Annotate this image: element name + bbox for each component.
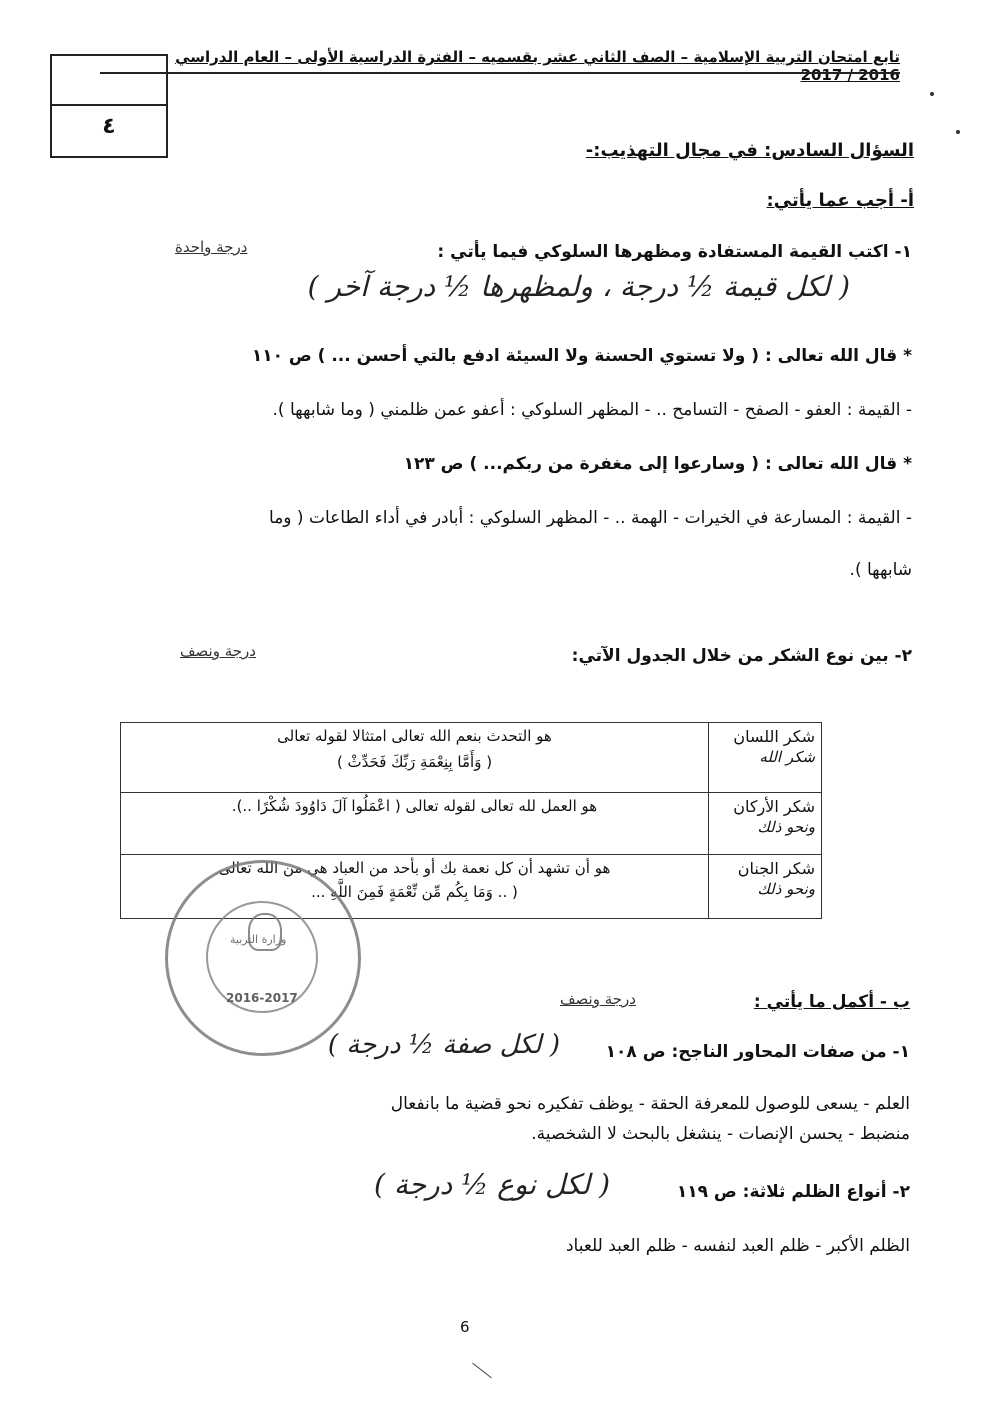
definition-line: هو التحدث بنعم الله تعالى امتثالا لقوله تعالى <box>277 727 552 745</box>
verse-2: * قال الله تعالى : ( وسارعوا إلى مغفرة من ربكم... ) ص ١٢٣ <box>403 454 912 474</box>
official-stamp <box>165 860 361 1056</box>
section-b-label: ب - أكمل ما يأتي : <box>753 992 910 1012</box>
section-b-grade: درجة ونصف <box>560 990 636 1008</box>
b-item1-line2: منضبط - يحسن الإنصات - ينشغل بالبحث لا الشخصية. <box>531 1124 910 1144</box>
answer-2-line1: - القيمة : المسارعة في الخيرات - الهمة .. - المظهر السلوكي : أبادر في أداء الطاعات ( وما <box>269 508 912 528</box>
stamp-year: 2016-2017 <box>226 991 298 1005</box>
b-item2-answer: الظلم الأكبر - ظلم العبد لنفسه - ظلم العبد للعباد <box>565 1236 910 1256</box>
handwritten-note: ونحو ذلك <box>757 818 815 836</box>
item2-label: ٢- بين نوع الشكر من خلال الجدول الآتي: <box>571 646 912 666</box>
handwritten-grading-note: ( لكل قيمة ½ درجة ، ولمظهرها ½ درجة آخر ) <box>307 270 850 303</box>
page-number: 6 <box>460 1318 470 1336</box>
table-row <box>121 793 822 855</box>
b-item2-label: ٢- أنواع الظلم ثلاثة: ص ١١٩ <box>676 1182 910 1202</box>
answer-2-line2: شابهها ). <box>849 560 912 580</box>
table-cell-definition <box>121 793 709 855</box>
stray-mark <box>956 130 960 134</box>
table-cell-type <box>709 855 822 919</box>
item1-label: ١- اكتب القيمة المستفادة ومظهرها السلوكي فيما يأتي : <box>437 242 912 262</box>
exam-header: تابع امتحان التربية الإسلامية – الصف الثاني عشر بقسميه – الفترة الدراسية الأولى – العام الدراسي 2016 / 2017 <box>175 48 900 84</box>
table-cell-definition <box>121 723 709 793</box>
shukr-type: شكر الأركان <box>733 797 815 816</box>
definition-verse: ( وَأَمَّا بِنِعْمَةِ رَبِّكَ فَحَدِّثْ ) <box>336 753 493 771</box>
b-item1-line1: العلم - يسعى للوصول للمعرفة الحقة - يوظف تفكيره نحو قضية ما بانفعال <box>390 1094 910 1114</box>
verse-1: * قال الله تعالى : ( ولا تستوي الحسنة ولا السيئة ادفع بالتي أحسن ... ) ص ١١٠ <box>251 346 912 366</box>
shukr-type: شكر الجنان <box>737 859 815 878</box>
stamp-ministry: وزارة التربية <box>230 933 287 946</box>
stray-mark <box>930 92 934 96</box>
header-rule <box>100 72 900 74</box>
item1-grade: درجة واحدة <box>175 238 248 256</box>
item2-grade: درجة ونصف <box>180 642 256 660</box>
score-box <box>50 54 168 158</box>
table-cell-type <box>709 723 822 793</box>
definition-line: هو أن تشهد أن كل نعمة بك أو بأحد من العباد هي من الله تعالى <box>218 859 611 877</box>
question-title: السؤال السادس: في مجال التهذيب:- <box>585 140 914 161</box>
handwritten-note: شكر الله <box>759 748 815 766</box>
b-item1-label: ١- من صفات المحاور الناجح: ص ١٠٨ <box>605 1042 910 1062</box>
definition-line: هو العمل لله تعالى لقوله تعالى ( اعْمَلُوا آلَ دَاوُودَ شُكْرًا ..). <box>231 797 598 815</box>
section-a-title: أ- أجب عما يأتي: <box>766 190 914 211</box>
handwritten-grading-note: ( لكل صفة ½ درجة ) <box>327 1030 560 1060</box>
table-row <box>121 723 822 793</box>
handwritten-note: ونحو ذلك <box>757 880 815 898</box>
score-value: ٤ <box>102 114 116 139</box>
table-cell-type <box>709 793 822 855</box>
score-box-divider <box>52 104 166 106</box>
shukr-type: شكر اللسان <box>733 727 815 746</box>
definition-verse: ( .. وَمَا بِكُم مِّن نِّعْمَةٍ فَمِنَ اللَّهِ ... <box>311 883 518 901</box>
answer-1: - القيمة : العفو - الصفح - التسامح .. - المظهر السلوكي : أعفو عمن ظلمني ( وما شابهها ). <box>272 400 912 420</box>
handwritten-grading-note: ( لكل نوع ½ درجة ) <box>374 1168 610 1201</box>
stray-mark <box>472 1363 492 1379</box>
